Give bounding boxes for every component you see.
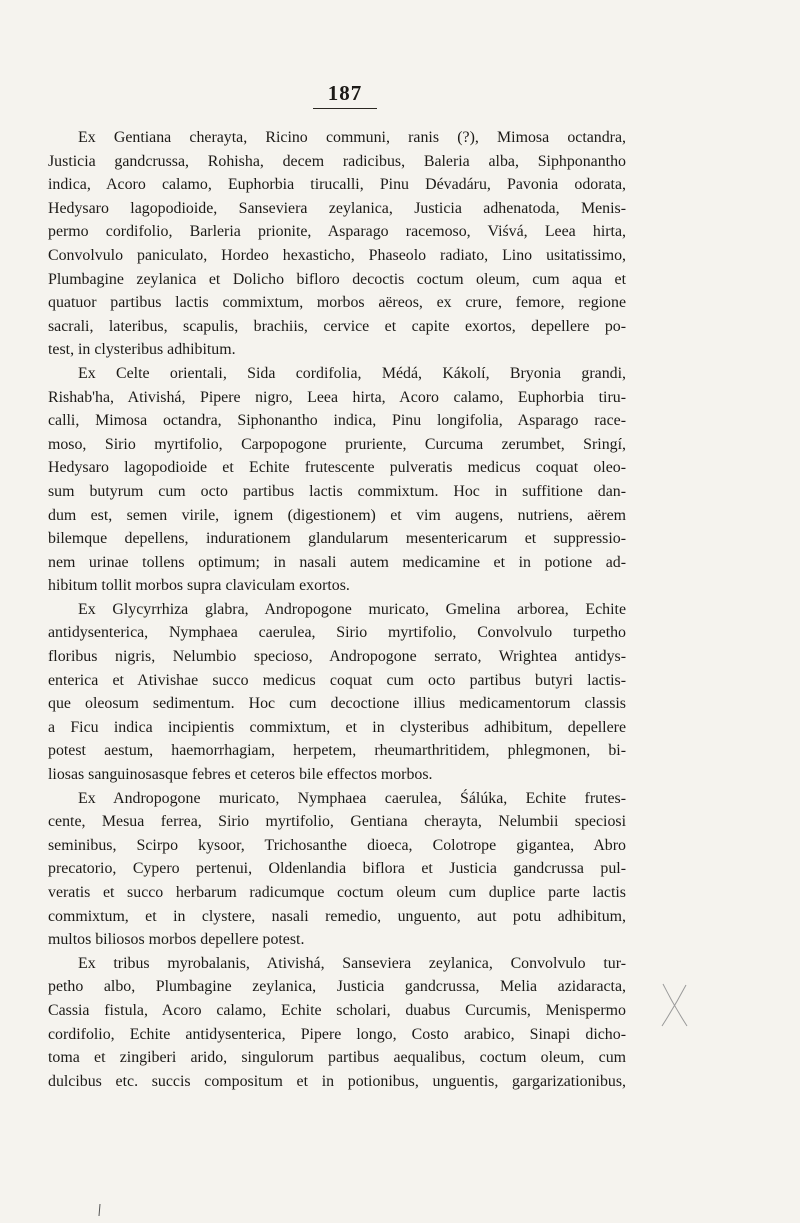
text-line: petho albo, Plumbagine zeylanica, Justicia gandcrussa, Melia azidaracta, xyxy=(48,978,626,996)
text-line: Plumbagine zeylanica et Dolicho bifloro decoctis coctum oleum, cum aqua et xyxy=(48,270,626,288)
text-line: liosas sanguinosasque febres et ceteros bile effectos morbos. xyxy=(48,766,433,784)
text-line: a Ficu indica incipientis commixtum, et in clysteribus adhibitum, depellere xyxy=(48,718,626,736)
text-line: cente, Mesua ferrea, Sirio myrtifolio, Gentiana cherayta, Nelumbii speciosi xyxy=(48,813,626,831)
page-number: 187 xyxy=(327,81,363,105)
text-line: Ex Andropogone muricato, Nymphaea caerulea, Śálúka, Echite frutes- xyxy=(78,789,626,807)
text-line: moso, Sirio myrtifolio, Carpopogone pruriente, Curcuma zerumbet, Sringí, xyxy=(48,435,626,453)
pencil-x-mark-icon xyxy=(660,982,690,1028)
text-line: Hedysaro lagopodioide, Sanseviera zeylanica, Justicia adhenatoda, Menis- xyxy=(48,199,626,217)
text-line: dum est, semen virile, ignem (digestionem) et vim augens, nutriens, aërem xyxy=(48,506,626,524)
text-line: sacrali, lateribus, scapulis, brachiis, cervice et capite exortos, depellere po- xyxy=(48,317,626,335)
text-line: cordifolio, Echite antidysenterica, Pipere longo, Costo arabico, Sinapi dicho- xyxy=(48,1025,626,1043)
text-line: que oleosum sedimentum. Hoc cum decoctione illius medicamentorum classis xyxy=(48,695,626,713)
text-line: veratis et succo herbarum radicumque coctum oleum cum duplice parte lactis xyxy=(48,884,626,901)
text-line: commixtum, et in clystere, nasali remedio, unguento, aut potu adhibitum, xyxy=(48,907,626,925)
text-line: permo cordifolio, Barleria prionite, Asparago racemoso, Viśvá, Leea hirta, xyxy=(48,223,626,241)
text-line: Cassia fistula, Acoro calamo, Echite scholari, duabus Curcumis, Menispermo xyxy=(48,1001,626,1019)
text-line: seminibus, Scirpo kysoor, Trichosanthe dioeca, Colotrope gigantea, Abro xyxy=(48,836,626,854)
text-line: quatuor partibus lactis commixtum, morbos aëreos, ex crure, femore, regione xyxy=(48,294,626,312)
text-line: potest aestum, haemorrhagiam, herpetem, rheumarthritidem, phlegmonen, bi- xyxy=(48,742,626,760)
text-line: Ex tribus myrobalanis, Ativishá, Sanseviera zeylanica, Convolvulo tur- xyxy=(78,954,626,972)
text-line: Ex Gentiana cherayta, Ricino communi, ranis (?), Mimosa octandra, xyxy=(78,129,626,146)
text-line: Hedysaro lagopodioide et Echite frutescente pulveratis medicus coquat oleo- xyxy=(48,459,626,477)
text-line: Ex Glycyrrhiza glabra, Andropogone muricato, Gmelina arborea, Echite xyxy=(78,600,626,618)
text-line: test, in clysteribus adhibitum. xyxy=(48,341,236,359)
text-line: hibitum tollit morbos supra claviculam exortos. xyxy=(48,577,350,595)
text-line: Convolvulo paniculato, Hordeo hexasticho, Phaseolo radiato, Lino usitatissimo, xyxy=(48,246,626,264)
text-line: Justicia gandcrussa, Rohisha, decem radicibus, Baleria alba, Siphponantho xyxy=(48,152,626,170)
text-line: Rishab'ha, Ativishá, Pipere nigro, Leea hirta, Acoro calamo, Euphorbia tiru- xyxy=(48,388,626,406)
paper-speck xyxy=(98,1204,101,1216)
text-line: toma et zingiberi arido, singulorum partibus aequalibus, coctum oleum, cum xyxy=(48,1049,626,1067)
text-line: antidysenterica, Nymphaea caerulea, Sirio myrtifolio, Convolvulo turpetho xyxy=(48,624,626,642)
text-line: calli, Mimosa octandra, Siphonantho indica, Pinu longifolia, Asparago race- xyxy=(48,412,626,430)
text-line: indica, Acoro calamo, Euphorbia tirucalli, Pinu Dévadáru, Pavonia odorata, xyxy=(48,176,626,194)
text-line: nem urinae tollens optimum; in nasali autem medicamine et in potione ad- xyxy=(48,553,626,571)
text-line: precatorio, Cypero pertenui, Oldenlandia biflora et Justicia gandcrussa pul- xyxy=(48,860,626,878)
text-line: bilemque depellens, indurationem glandularum mesentericarum et suppressio- xyxy=(48,530,626,548)
text-line: Ex Celte orientali, Sida cordifolia, Médá, Kákolí, Bryonia grandi, xyxy=(78,364,626,382)
text-body xyxy=(48,126,626,1093)
page-number-rule xyxy=(313,108,377,109)
text-line: multos biliosos morbos depellere potest. xyxy=(48,931,305,949)
text-line: sum butyrum cum octo partibus lactis commixtum. Hoc in suffitione dan- xyxy=(48,482,626,500)
text-line: enterica et Ativishae succo medicus coquat cum octo partibus butyri lactis- xyxy=(48,671,626,689)
text-line: dulcibus etc. succis compositum et in potionibus, unguentis, gargarizationibus, xyxy=(48,1072,626,1090)
text-line: floribus nigris, Nelumbio specioso, Andropogone serrato, Wrightea antidys- xyxy=(48,648,626,666)
